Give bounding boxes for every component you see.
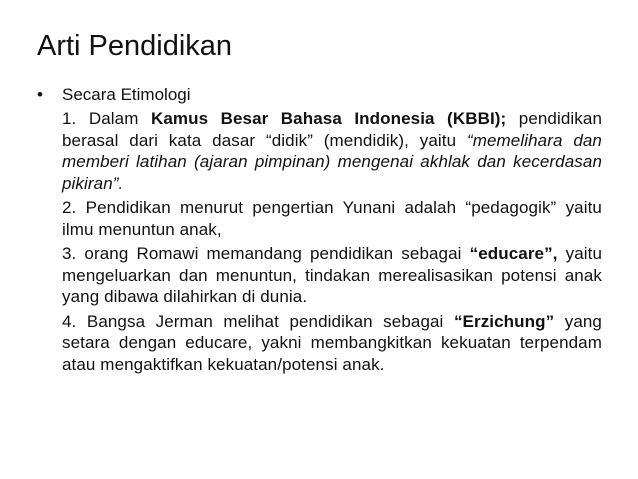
bullet-label: Secara Etimologi: [62, 85, 191, 104]
paragraph-4-erzichung: “Erzichung”: [453, 311, 555, 331]
bullet-item-etimologi: [37, 84, 191, 106]
paragraph-1-text-a: 1. Dalam: [62, 109, 151, 128]
paragraph-1-text-b: pendidikan berasal dari kata dasar “didik” (mendidik), yaitu: [62, 109, 602, 150]
paragraph-3-text-a: 3. orang Romawi memandang pendidikan sebagai: [62, 244, 470, 263]
paragraph-3: [62, 243, 602, 308]
paragraph-4: [62, 311, 602, 376]
paragraph-3-educare: “educare”,: [469, 244, 558, 263]
paragraph-1: [62, 108, 602, 194]
paragraph-1-quote: “memelihara dan memberi latihan (ajaran pimpinan) mengenai akhlak dan kecerdasan pikiran”.: [62, 130, 602, 193]
paragraph-1-kbbi: Kamus Besar Bahasa Indonesia (KBBI);: [150, 109, 507, 128]
paragraph-2-text: 2. Pendidikan menurut pengertian Yunani adalah “pedagogik” yaitu ilmu menuntun anak,: [62, 198, 602, 239]
bullet-icon: •: [37, 85, 43, 104]
paragraph-2: [62, 197, 602, 240]
slide-title: Arti Pendidikan: [37, 30, 233, 62]
slide-content: [62, 108, 602, 377]
paragraph-4-text-a: 4. Bangsa Jerman melihat pendidikan sebagai: [62, 311, 454, 331]
paragraph-4-text-b: yang setara dengan educare, yakni membangkitkan kekuatan terpendam atau mengaktifkan kekuatan/potensi anak.: [62, 311, 602, 374]
paragraph-3-text-b: yaitu mengeluarkan dan menuntun, tindakan merealisasikan potensi anak yang dibawa dilahirkan di dunia.: [62, 244, 602, 306]
